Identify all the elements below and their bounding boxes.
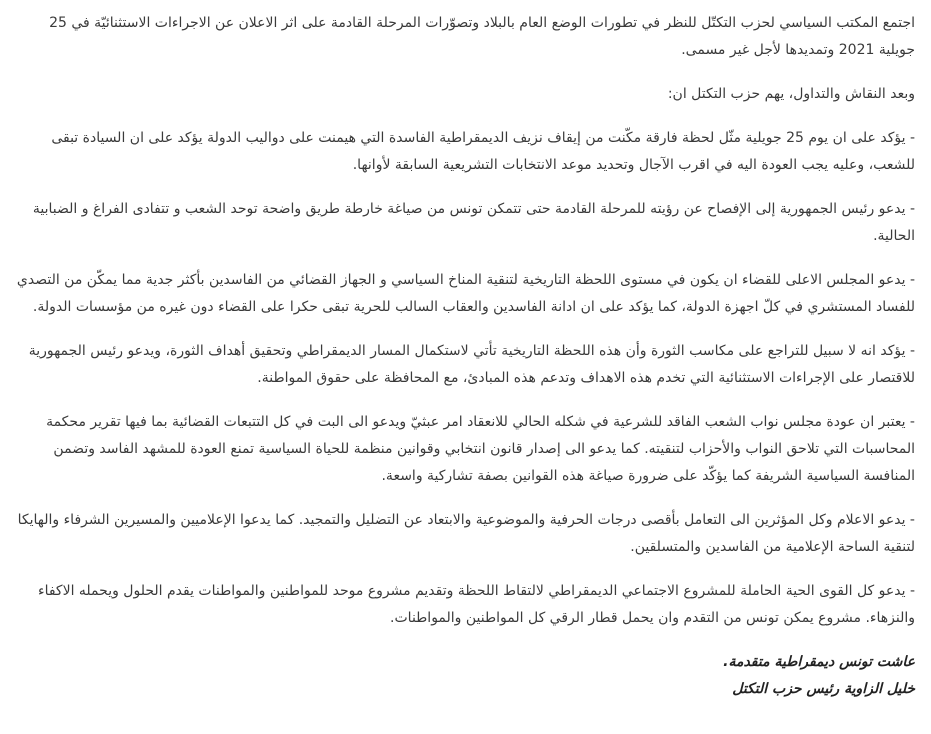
point-paragraph: - يدعو الاعلام وكل المؤثرين الى التعامل بأقصى درجات الحرفية والموضوعية والابتعاد عن التضليل والتمجيد. كما يدعوا الإعلاميين والمسيرين الشرفاء والهايكا لتنقية الساحة الإعلامية من الفاسدين والمتسلقين. [17, 512, 915, 555]
signature: خليل الزاوية رئيس حزب التكتل [732, 681, 915, 697]
point-paragraph: - يدعو رئيس الجمهورية إلى الإفصاح عن رؤيته للمرحلة القادمة حتى تتمكن تونس من صياغة خارطة طريق واضحة توحد الشعب و تتفادى الفراغ و الضبابية الحالية. [32, 201, 915, 244]
closing-line: عاشت تونس ديمقراطية متقدمة. [723, 654, 915, 670]
preamble-paragraph: وبعد النقاش والتداول، يهم حزب التكتل ان: [667, 86, 915, 102]
signoff-block [10, 649, 915, 703]
point-paragraph: - يدعو كل القوى الحية الحاملة للمشروع الاجتماعي الديمقراطي لالتقاط اللحظة وتقديم مشروع موحد للمواطنين والمواطنات يقدم الحلول ويحمله الاكفاء والنزهاء. مشروع يمكن تونس من التقدم وان يحمل قطار الرقي كل المواطنين والمواطنات. [38, 583, 915, 626]
intro-paragraph: اجتمع المكتب السياسي لحزب التكتّل للنظر في تطورات الوضع العام بالبلاد وتصوّرات المرحلة القادمة على اثر الاعلان عن الاجراءات الاستثنائيّة في 25 جويلية 2021 وتمديدها لأجل غير مسمى. [49, 15, 915, 58]
point-paragraph: - يؤكد على ان يوم 25 جويلية مثّل لحظة فارقة مكّنت من إيقاف نزيف الديمقراطية الفاسدة التي هيمنت على دواليب الدولة يؤكد على ان السيادة تبقى للشعب، وعليه يجب العودة اليه في اقرب الآجال وتحديد موعد الانتخابات التشريعية السابقة لأوانها. [51, 130, 915, 173]
point-paragraph: - يعتبر ان عودة مجلس نواب الشعب الفاقد للشرعية في شكله الحالي للانعقاد امر عبثيّ ويدعو الى البت في كل التتبعات القضائية بما فيها تقرير محكمة المحاسبات التي تلاحق النواب والأحزاب لتنقيته. كما يدعو الى إصدار قانون انتخابي وقوانين منظمة للحياة السياسية تمنع العودة للمشهد الفاسد وتضمن المنافسة السياسية الشريفة كما يؤكّد على ضرورة صياغة هذه القوانين بصفة تشاركية واسعة. [46, 414, 915, 484]
point-paragraph: - يؤكد انه لا سبيل للتراجع على مكاسب الثورة وأن هذه اللحظة التاريخية تأتي لاستكمال المسار الديمقراطي وتحقيق أهداف الثورة، ويدعو رئيس الجمهورية للاقتصار على الإجراءات الاستثنائية التي تخدم هذه الاهداف وتدعم هذه المبادئ، مع المحافظة على حقوق المواطنة. [28, 343, 915, 386]
point-paragraph: - يدعو المجلس الاعلى للقضاء ان يكون في مستوى اللحظة التاريخية لتنقية المناخ السياسي و الجهاز القضائي من الفاسدين بأكثر جدية مما يمكّن من التصدي للفساد المستشري في كلّ اجهزة الدولة، كما يؤكد على ان ادانة الفاسدين والعقاب السالب للحرية تبقى حكرا على القضاء دون غيره من مؤسسات الدولة. [16, 272, 915, 315]
